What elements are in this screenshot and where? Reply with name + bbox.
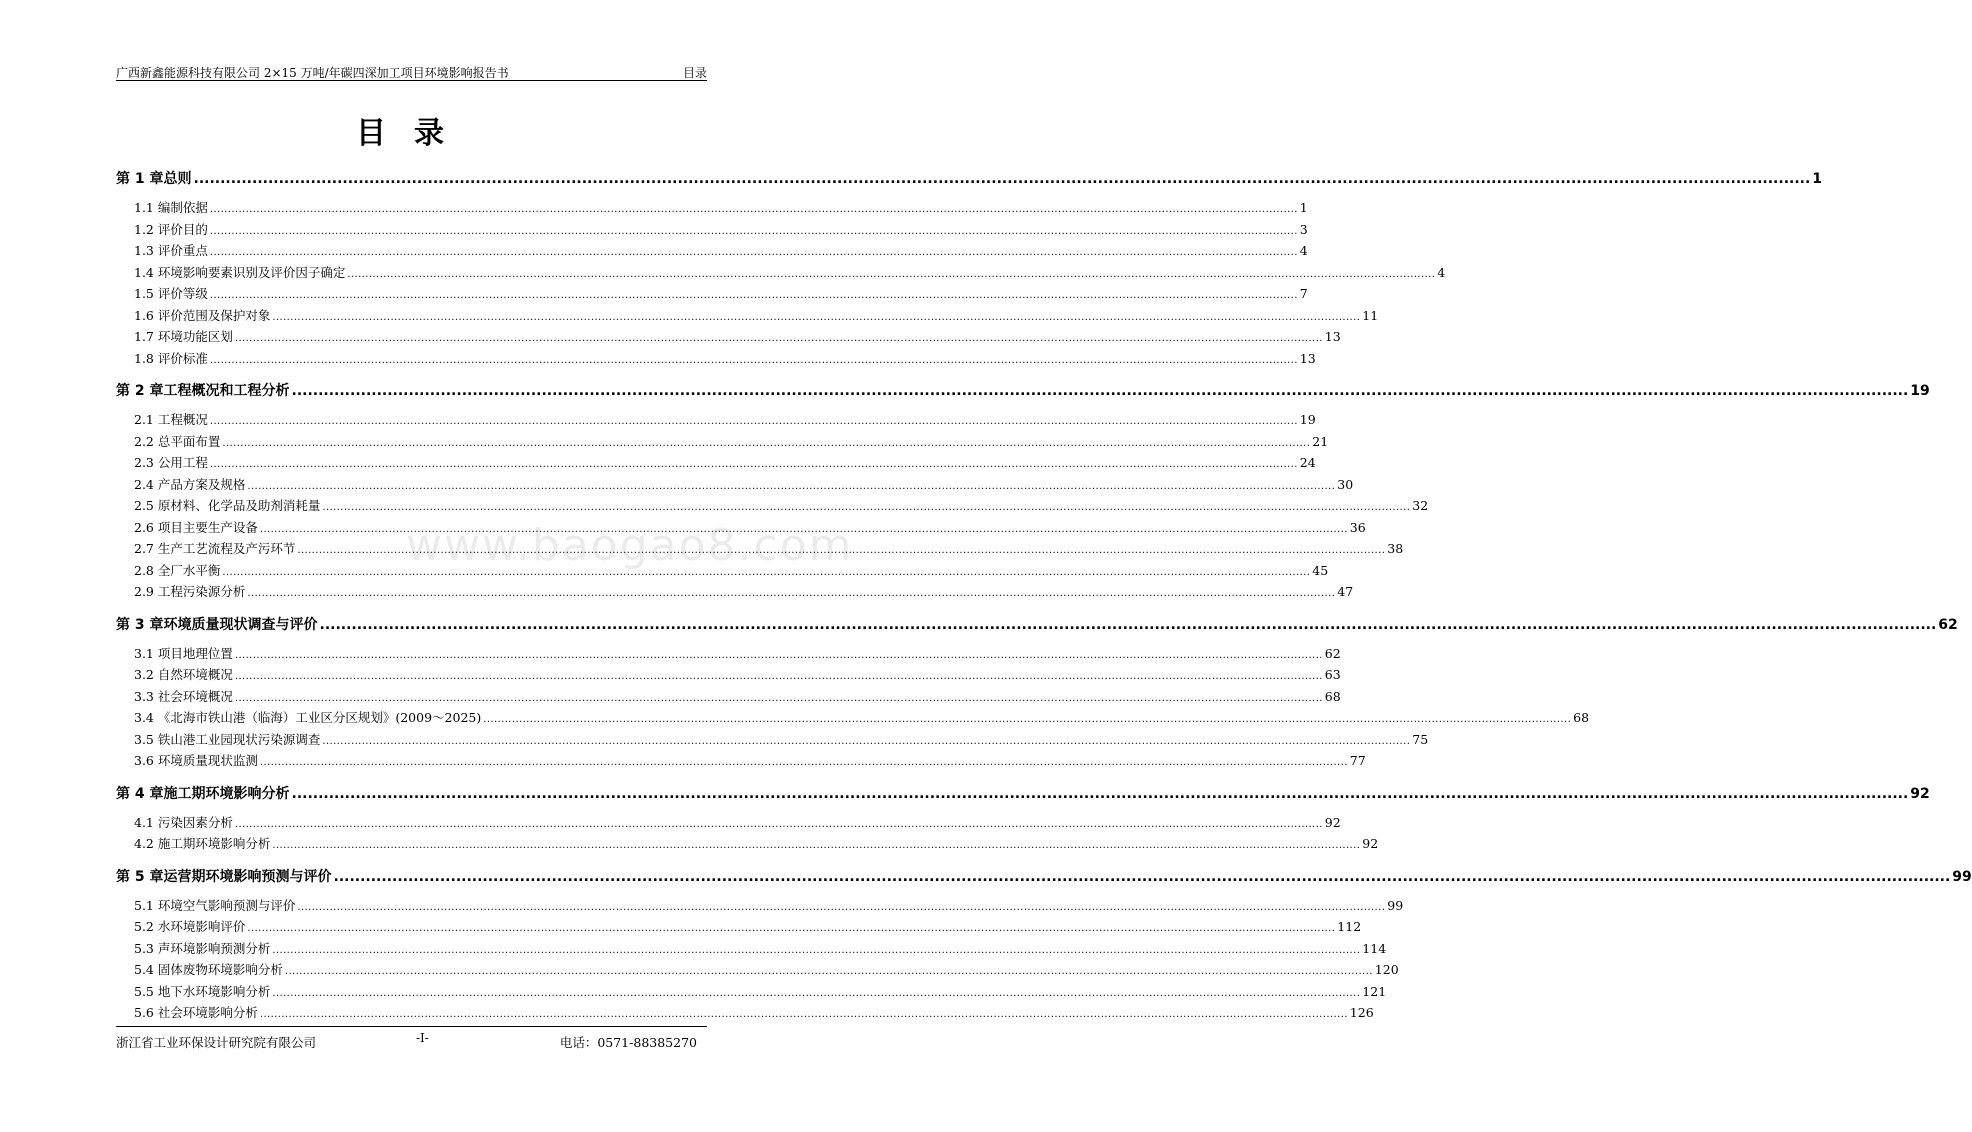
entry-title: 环境质量现状调查与评价 xyxy=(163,616,318,633)
page-number: -I- xyxy=(416,1031,429,1045)
toc-section-entry[interactable] xyxy=(116,1003,1374,1021)
entry-title: 1.5 评价等级 xyxy=(134,286,208,301)
entry-page-number: 19 xyxy=(1299,412,1316,427)
entry-title: 5.4 固体废物环境影响分析 xyxy=(134,962,283,977)
toc-section-entry[interactable] xyxy=(116,917,1362,935)
entry-page-number: 99 xyxy=(1952,868,1972,885)
dot-leader xyxy=(210,290,1298,301)
dot-leader xyxy=(260,757,1348,768)
toc-section-entry[interactable] xyxy=(116,220,1308,238)
dot-leader xyxy=(247,923,1335,934)
entry-page-number: 92 xyxy=(1362,836,1379,851)
entry-page-number: 120 xyxy=(1374,962,1399,977)
entry-page-number: 112 xyxy=(1337,919,1362,934)
toc-chapter-entry[interactable] xyxy=(116,168,1823,188)
entry-page-number: 62 xyxy=(1938,616,1958,633)
dot-leader xyxy=(285,966,1373,977)
dot-leader xyxy=(235,650,1323,661)
dot-leader xyxy=(247,588,1335,599)
entry-title: 3.4 《北海市铁山港（临海）工业区分区规划》(2009～2025) xyxy=(134,710,482,725)
entry-title: 2.7 生产工艺流程及产污环节 xyxy=(134,541,296,556)
entry-page-number: 77 xyxy=(1349,753,1366,768)
entry-title: 运营期环境影响预测与评价 xyxy=(163,868,332,885)
entry-title: 工程概况和工程分析 xyxy=(163,383,290,399)
entry-title: 3.3 社会环境概况 xyxy=(134,688,233,704)
dot-leader xyxy=(235,693,1323,704)
chapter-number: 第 1 章 xyxy=(116,171,164,187)
entry-title: 3.5 铁山港工业园现状污染源调查 xyxy=(134,731,321,747)
entry-title: 2.3 公用工程 xyxy=(134,455,208,470)
dot-leader xyxy=(235,333,1323,344)
entry-page-number: 45 xyxy=(1312,562,1329,578)
entry-page-number: 47 xyxy=(1337,584,1354,599)
dot-leader xyxy=(292,383,1909,399)
dot-leader xyxy=(247,481,1335,492)
entry-title: 1.3 评价重点 xyxy=(134,243,208,258)
chapter-number: 第 5 章 xyxy=(116,868,164,885)
dot-leader xyxy=(322,502,1410,513)
dot-leader xyxy=(210,355,1298,366)
entry-title: 2.5 原材料、化学品及助剂消耗量 xyxy=(134,498,321,513)
toc-section-entry[interactable] xyxy=(116,198,1308,216)
entry-page-number: 126 xyxy=(1349,1005,1374,1020)
entry-page-number: 13 xyxy=(1299,350,1316,366)
toc-section-entry[interactable] xyxy=(116,730,1429,748)
dot-leader xyxy=(320,617,1937,633)
entry-title: 1.4 环境影响要素识别及评价因子确定 xyxy=(134,264,346,280)
toc-section-entry[interactable] xyxy=(116,518,1366,536)
dot-leader xyxy=(322,736,1410,747)
entry-title: 2.1 工程概况 xyxy=(134,412,208,427)
toc-section-entry[interactable] xyxy=(116,432,1329,450)
entry-title: 5.5 地下水环境影响分析 xyxy=(134,983,271,999)
entry-page-number: 1 xyxy=(1299,200,1308,215)
dot-leader xyxy=(235,671,1323,682)
dot-leader xyxy=(272,988,1360,999)
toc-section-entry[interactable] xyxy=(116,539,1404,557)
dot-leader xyxy=(483,714,1571,725)
entry-title: 3.2 自然环境概况 xyxy=(134,667,233,682)
toc-chapter-entry[interactable] xyxy=(116,866,1972,886)
header-document-title: 广西新鑫能源科技有限公司 2×15 万吨/年碳四深加工项目环境影响报告书 xyxy=(116,66,509,80)
dot-leader xyxy=(210,416,1298,427)
dot-leader xyxy=(235,819,1323,830)
entry-title: 5.3 声环境影响预测分析 xyxy=(134,940,271,956)
header-section-label: 目录 xyxy=(682,66,707,80)
chapter-number: 第 3 章 xyxy=(116,616,164,633)
toc-section-entry[interactable] xyxy=(116,665,1341,683)
toc-section-entry[interactable] xyxy=(116,687,1341,705)
footer-organization: 浙江省工业环保设计研究院有限公司 xyxy=(116,1035,317,1050)
toc-section-entry[interactable] xyxy=(116,284,1308,302)
entry-page-number: 30 xyxy=(1337,476,1354,492)
entry-title: 4.1 污染因素分析 xyxy=(134,814,233,830)
dot-leader xyxy=(222,438,1310,449)
entry-title: 施工期环境影响分析 xyxy=(163,785,290,802)
toc-section-entry[interactable] xyxy=(116,939,1387,957)
entry-title: 3.1 项目地理位置 xyxy=(134,645,233,661)
entry-title: 2.6 项目主要生产设备 xyxy=(134,519,258,535)
entry-title: 5.6 社会环境影响分析 xyxy=(134,1005,258,1020)
dot-leader xyxy=(292,786,1909,802)
dot-leader xyxy=(297,545,1385,556)
dot-leader xyxy=(272,945,1360,956)
entry-title: 2.8 全厂水平衡 xyxy=(134,562,221,578)
entry-title: 1.7 环境功能区划 xyxy=(134,329,233,344)
toc-section-entry[interactable] xyxy=(116,241,1308,259)
toc-section-entry[interactable] xyxy=(116,561,1329,579)
entry-page-number: 62 xyxy=(1324,645,1341,661)
dot-leader xyxy=(334,869,1951,885)
entry-page-number: 92 xyxy=(1910,785,1930,802)
entry-page-number: 121 xyxy=(1362,983,1387,999)
entry-page-number: 36 xyxy=(1349,519,1366,535)
dot-leader xyxy=(347,269,1435,280)
entry-title: 4.2 施工期环境影响分析 xyxy=(134,836,271,851)
dot-leader xyxy=(222,567,1310,578)
entry-title: 2.2 总平面布置 xyxy=(134,433,221,449)
toc-section-entry[interactable] xyxy=(116,306,1379,324)
dot-leader xyxy=(260,1009,1348,1020)
entry-title: 5.1 环境空气影响预测与评价 xyxy=(134,897,296,913)
dot-leader xyxy=(194,171,1811,187)
entry-title: 总则 xyxy=(163,171,192,187)
entry-page-number: 68 xyxy=(1324,688,1341,704)
page-footer xyxy=(116,1026,707,1050)
dot-leader xyxy=(272,840,1360,851)
entry-title: 3.6 环境质量现状监测 xyxy=(134,753,258,768)
entry-page-number: 21 xyxy=(1312,433,1329,449)
dot-leader xyxy=(297,902,1385,913)
entry-title: 1.2 评价目的 xyxy=(134,221,208,237)
page-header xyxy=(116,60,707,81)
entry-title: 2.4 产品方案及规格 xyxy=(134,476,246,492)
entry-page-number: 32 xyxy=(1412,498,1429,513)
toc-section-entry[interactable] xyxy=(116,960,1399,978)
entry-title: 1.6 评价范围及保护对象 xyxy=(134,307,271,323)
footer-phone: 电话：0571-88385270 xyxy=(559,1035,697,1050)
dot-leader xyxy=(210,226,1298,237)
entry-page-number: 63 xyxy=(1324,667,1341,682)
entry-page-number: 114 xyxy=(1362,940,1387,956)
entry-page-number: 11 xyxy=(1362,307,1379,323)
toc-chapter-entry[interactable] xyxy=(116,614,1958,634)
entry-page-number: 92 xyxy=(1324,814,1341,830)
toc-section-entry[interactable] xyxy=(116,751,1366,769)
toc-section-entry[interactable] xyxy=(116,834,1379,852)
entry-page-number: 4 xyxy=(1437,264,1446,280)
entry-page-number: 3 xyxy=(1299,221,1308,237)
dot-leader xyxy=(272,312,1360,323)
page-title: 目录 xyxy=(356,116,472,151)
toc-section-entry[interactable] xyxy=(116,582,1354,600)
dot-leader xyxy=(210,204,1298,215)
entry-page-number: 13 xyxy=(1324,329,1341,344)
toc-section-entry[interactable] xyxy=(116,327,1341,345)
watermark: www.baogao8.com xyxy=(406,520,854,571)
entry-title: 2.9 工程污染源分析 xyxy=(134,584,246,599)
entry-page-number: 4 xyxy=(1299,243,1308,258)
dot-leader xyxy=(210,459,1298,470)
entry-page-number: 68 xyxy=(1573,710,1590,725)
chapter-number: 第 2 章 xyxy=(116,383,164,399)
toc-section-entry[interactable] xyxy=(116,410,1316,428)
toc-chapter-entry[interactable] xyxy=(116,380,1930,400)
toc-section-entry[interactable] xyxy=(116,644,1341,662)
toc-section-entry[interactable] xyxy=(116,349,1316,367)
entry-page-number: 38 xyxy=(1387,541,1404,556)
toc-section-entry[interactable] xyxy=(116,475,1354,493)
dot-leader xyxy=(260,524,1348,535)
toc-section-entry[interactable] xyxy=(116,496,1429,514)
toc-section-entry[interactable] xyxy=(116,708,1590,726)
toc-section-entry[interactable] xyxy=(116,982,1387,1000)
entry-page-number: 99 xyxy=(1387,897,1404,913)
toc-section-entry[interactable] xyxy=(116,453,1316,471)
toc-chapter-entry[interactable] xyxy=(116,783,1930,803)
entry-title: 5.2 水环境影响评价 xyxy=(134,919,246,934)
entry-page-number: 24 xyxy=(1299,455,1316,470)
entry-page-number: 19 xyxy=(1910,383,1930,399)
toc-section-entry[interactable] xyxy=(116,263,1446,281)
entry-page-number: 75 xyxy=(1412,731,1429,747)
entry-title: 1.1 编制依据 xyxy=(134,200,208,215)
toc-section-entry[interactable] xyxy=(116,896,1404,914)
chapter-number: 第 4 章 xyxy=(116,785,164,802)
entry-title: 1.8 评价标准 xyxy=(134,350,208,366)
entry-page-number: 7 xyxy=(1299,286,1308,301)
dot-leader xyxy=(210,247,1298,258)
toc-section-entry[interactable] xyxy=(116,813,1341,831)
entry-page-number: 1 xyxy=(1812,171,1823,187)
